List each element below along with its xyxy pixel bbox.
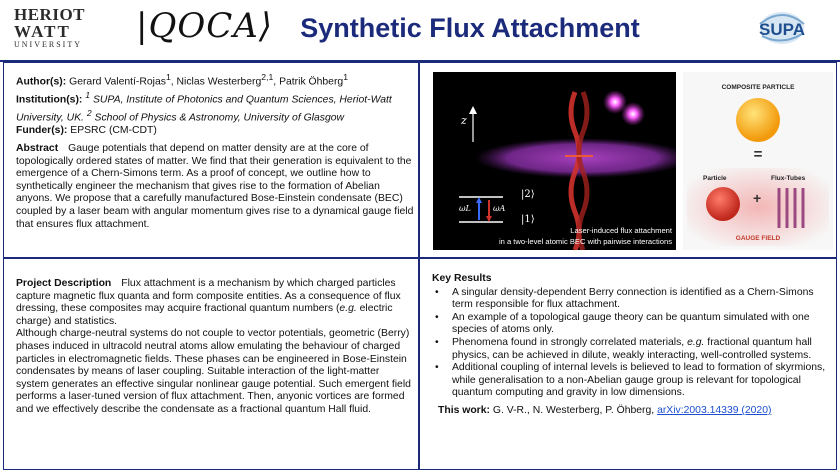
level-2-label: |2⟩ — [521, 189, 535, 200]
authors-abstract-panel — [3, 62, 419, 258]
key-results — [432, 273, 830, 418]
logo-line-2: WATT — [14, 22, 71, 41]
plus-sign: + — [753, 190, 762, 206]
composite-particle-figure — [683, 72, 833, 250]
particle-sphere — [706, 187, 740, 221]
composite-particle-sphere — [736, 98, 780, 142]
funders-value: EPSRC (CM-CDT) — [70, 125, 157, 137]
abstract-text: Gauge potentials that depend on matter density are at the core of topologically ordered states of matter. We find that their generation is equivalent to the emergence of a Chern-Simons term. As a proof of concept, we outline how to synthetically engineer the mechanism that gives rise to the formation of Abelian anyons. We propose that a carefully manufactured Bose-Einstein condensate (BEC) coupled by a laser beam with angular momentum gives rise to a dynamical gauge field that ensures flux attachment. — [16, 143, 414, 230]
authors-block — [16, 71, 414, 138]
project-label: Project Description — [16, 278, 112, 289]
authors-label: Author(s): — [16, 76, 67, 88]
institution-1: SUPA, Institute of Photonics and Quantum Sciences, Heriot-Watt University, UK. — [16, 94, 392, 124]
supa-wordmark: SUPA — [759, 20, 805, 39]
key-results-label: Key Results — [432, 273, 492, 284]
logo-line-1: HERIOT — [14, 5, 86, 24]
supa-logo — [742, 8, 822, 52]
flux-tubes-label: Flux-Tubes — [771, 175, 806, 182]
poster-title: Synthetic Flux Attachment — [300, 13, 640, 43]
omega-a-label: ωA — [493, 204, 506, 213]
institution-2: School of Physics & Astronomy, University of Glasgow — [94, 112, 345, 124]
key-results-panel — [419, 258, 837, 470]
gauge-field-label: GAUGE FIELD — [735, 235, 781, 242]
particle-label: Particle — [703, 175, 727, 182]
equals-sign: = — [753, 146, 763, 163]
qoca-logo: |QOCA⟩ — [136, 6, 274, 46]
level-1-label: |1⟩ — [521, 214, 535, 225]
project-description — [16, 278, 414, 417]
caption-line-2: in a two-level atomic BEC with pairwise interactions — [498, 237, 672, 246]
results-list — [432, 287, 830, 400]
this-work-authors: G. V-R., N. Westerberg, P. Öhberg, — [492, 404, 658, 416]
institutions-line — [16, 89, 414, 125]
this-work-line — [432, 405, 830, 418]
result-item: • A singular density-dependent Berry connection is identified as a Chern-Simons term responsible for flux attachment. — [435, 286, 814, 311]
result-item: • An example of a topological gauge theory can be quantum simulated with one species of atoms only. — [435, 311, 810, 336]
abstract-label: Abstract — [16, 143, 59, 154]
author-3: Patrik Öhberg — [279, 76, 344, 88]
project-eg: e.g. — [339, 303, 357, 315]
result-item: • Additional coupling of internal levels is believed to lead to formation of skyrmions, while generalisation to a non-Abelian gauge group is relevant for topological quantum computing and gravity in low dimensions. — [435, 362, 826, 399]
funders-line — [16, 125, 414, 138]
composite-title: COMPOSITE PARTICLE — [721, 84, 795, 91]
vortex-blob — [621, 102, 645, 126]
laser-bec-figure — [433, 72, 676, 250]
author-3-sup: 1 — [343, 72, 349, 82]
authors-line: Author(s): Gerard Valentí-Rojas$^1$, Niclas Westerberg$^{2,1}$, Patrik Öhberg$^1$ — [16, 72, 349, 88]
funders-label: Funder(s): — [16, 125, 68, 137]
heriot-watt-logo — [14, 6, 106, 54]
laser-bec-illustration — [433, 72, 676, 250]
logo-line-3: UNIVERSITY — [14, 40, 82, 49]
figure-caption — [499, 225, 672, 247]
institutions-label: Institution(s): — [16, 94, 83, 106]
caption-line-1: Laser-induced flux attachment — [570, 226, 672, 235]
project-body: Although charge-neutral systems do not couple to vector potentials, geometric (Berry) phases induced in ultracold neutral atoms allow emulating the behaviour of charged particles in electromagnetic fields. These phases can be engineered in Bose-Einstein condensates by means of laser coupling. Suitable interaction of the light-matter system generates an effective singular nonlinear gauge potential. Such emergent field performs a laser-tuned version of flux attachment. Then, anyonic vortices are formed and we effectively describe the condensate as a fractional quantum Hall fluid. — [16, 328, 411, 415]
author-1: Gerard Valentí-Rojas — [69, 76, 166, 88]
this-work-label: This work: — [438, 404, 490, 416]
institution-1-sup: 1 — [85, 90, 91, 101]
author-1-sup: 1 — [165, 72, 171, 82]
abstract-block — [16, 143, 414, 231]
z-axis-label: z — [461, 114, 467, 127]
poster-header — [0, 0, 840, 60]
project-description-panel — [3, 258, 419, 470]
institution-2-sup: 2 — [86, 108, 92, 119]
project-intro: Flux attachment is a mechanism by which charged particles capture magnetic flux quanta and form composite entities. As a consequence of flux dressing, these composites may acquire fractional quantum numbers ( — [16, 278, 401, 315]
arxiv-link[interactable]: arXiv:2003.14339 (2020) — [657, 404, 772, 416]
author-2: Niclas Westerberg — [176, 76, 262, 88]
author-2-sup: 2,1 — [261, 72, 274, 82]
project-intro-end: electric charge) and statistics. — [16, 303, 393, 327]
result-item: • Phenomena found in strongly correlated materials, e.g. fractional quantum hall physics, can be achieved in dilute, weakly interacting, well-controlled systems. — [435, 336, 812, 361]
omega-l-label: ωL — [459, 204, 471, 213]
